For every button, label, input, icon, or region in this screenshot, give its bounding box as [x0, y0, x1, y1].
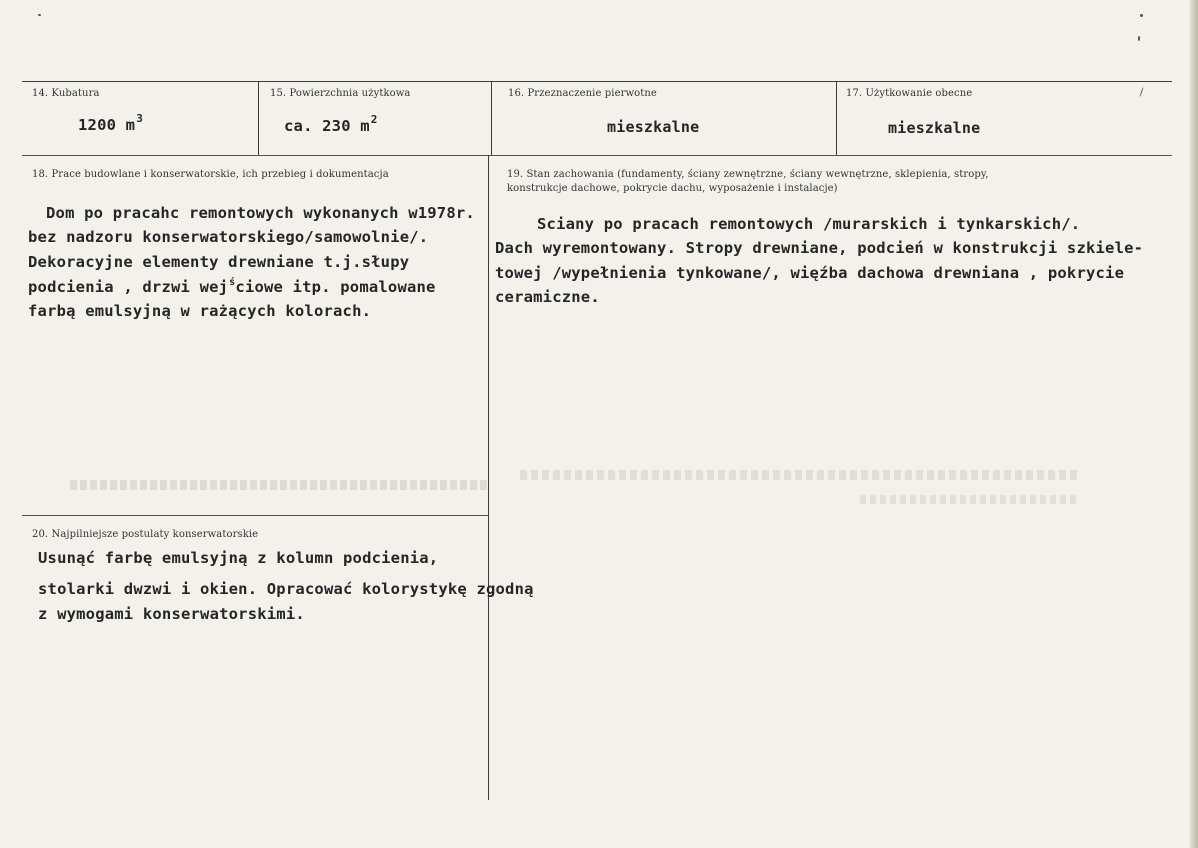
field-17-label: 17. Użytkowanie obecne	[846, 88, 973, 99]
field-15-value	[284, 113, 378, 141]
field-14-value-text: 1200 m	[78, 116, 136, 134]
field-19-line-4: ceramiczne.	[495, 288, 600, 306]
divider-15-16	[491, 81, 492, 155]
field-19-line-1: Sciany po pracach remontowych /murarskich i tynkarskich/.	[537, 215, 1081, 233]
card-edge	[1190, 0, 1198, 848]
field-20-line-1: Usunąć farbę emulsyjną z kolumn podcienia,	[38, 549, 439, 567]
field-18-line-3: Dekoracyjne elementy drewniane t.j.słupy	[28, 253, 410, 271]
field-19-line-3: towej /wypełnienia tynkowane/, więźba dachowa drewniana , pokrycie	[495, 264, 1125, 282]
field-15-label: 15. Powierzchnia użytkowa	[270, 88, 411, 99]
ink-speck	[1139, 87, 1143, 97]
field-18-line-4-sup: ś	[229, 277, 236, 288]
field-14-label: 14. Kubatura	[32, 88, 100, 99]
field-19-line-2: Dach wyremontowany. Stropy drewniane, podcień w konstrukcji szkiele-	[495, 239, 1144, 257]
ink-speck	[1138, 36, 1140, 41]
field-18-line-1: Dom po pracahc remontowych wykonanych w1978r.	[46, 204, 475, 222]
field-14-value	[78, 112, 143, 140]
row1-bottom-rule	[22, 155, 1172, 156]
top-rule	[22, 81, 1172, 82]
field-19-label-line-2: konstrukcje dachowe, pokrycie dachu, wyposażenie i instalacje)	[507, 183, 838, 194]
field-15-value-sup: 2	[370, 113, 378, 126]
field-18-line-2: bez nadzoru konserwatorskiego/samowolnie/.	[28, 228, 429, 246]
field-16-value: mieszkalne	[607, 118, 700, 136]
bleed-through-mark	[520, 470, 1080, 480]
ink-speck	[1140, 14, 1143, 17]
field-14-value-sup: 3	[136, 112, 144, 125]
field-17-value: mieszkalne	[888, 119, 981, 137]
divider-16-17	[836, 81, 837, 155]
row2-bottom-rule	[22, 515, 488, 516]
field-18-label: 18. Prace budowlane i konserwatorskie, ich przebieg i dokumentacja	[32, 169, 389, 180]
field-20-line-2: stolarki dwzwi i okien. Opracować kolorystykę zgodną	[38, 580, 534, 598]
field-18-line-4-start: podcienia , drzwi wej	[28, 278, 229, 296]
bleed-through-mark	[860, 495, 1080, 504]
field-18-line-5: farbą emulsyjną w rażących kolorach.	[28, 302, 372, 320]
field-18-line-4-rest: ciowe itp. pomalowane	[235, 278, 436, 296]
bleed-through-mark	[70, 480, 490, 490]
field-20-line-3: z wymogami konserwatorskimi.	[38, 605, 305, 623]
field-19-label-line-1: 19. Stan zachowania (fundamenty, ściany zewnętrzne, ściany wewnętrzne, sklepienia, stropy,	[507, 169, 989, 180]
ink-speck	[38, 14, 41, 16]
field-15-value-text: ca. 230 m	[284, 117, 370, 135]
divider-main	[488, 155, 489, 800]
field-20-label: 20. Najpilniejsze postulaty konserwatorskie	[32, 529, 259, 540]
divider-14-15	[258, 81, 259, 155]
field-16-label: 16. Przeznaczenie pierwotne	[508, 88, 657, 99]
